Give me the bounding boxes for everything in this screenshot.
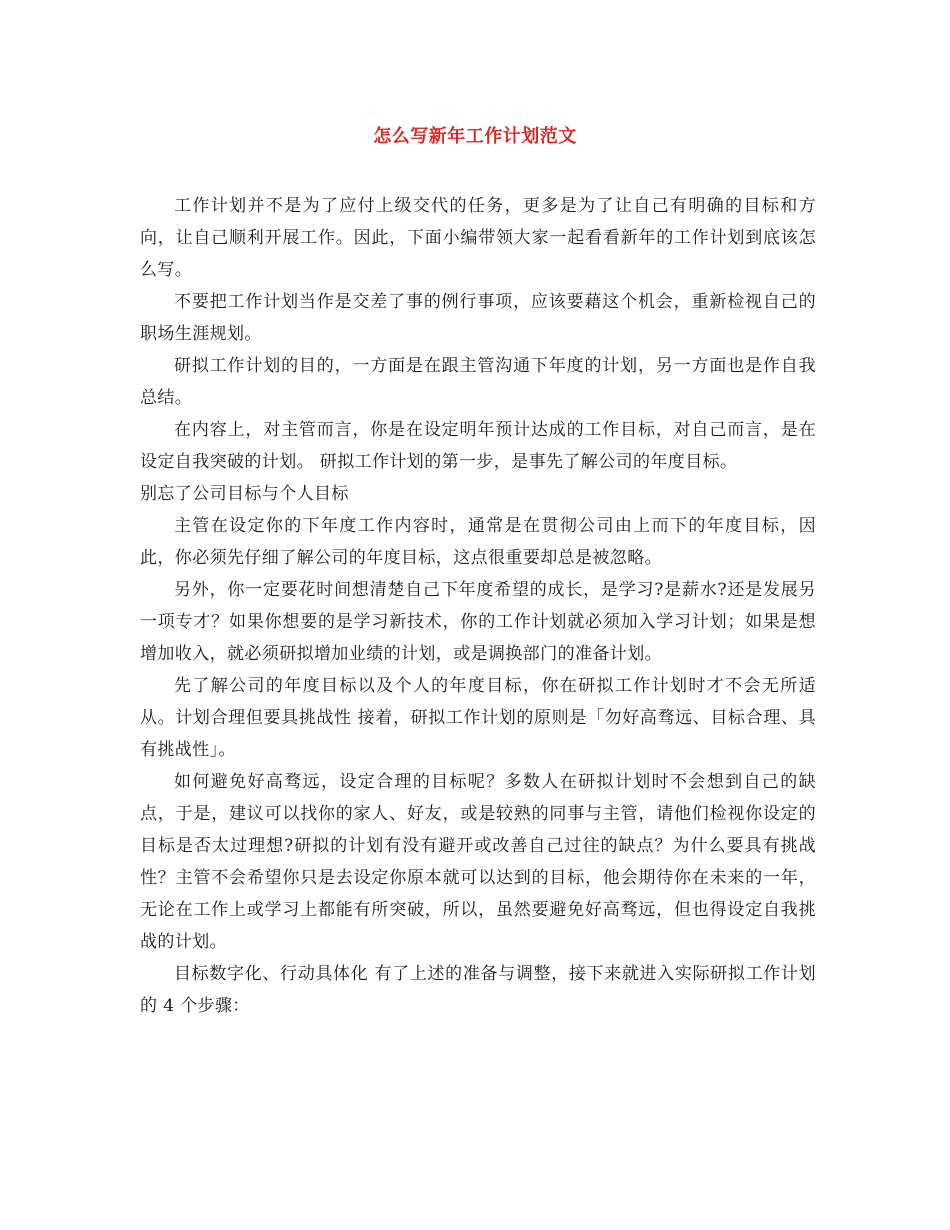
- paragraph-routine: 不要把工作计划当作是交差了事的例行事项，应该要藉这个机会，重新检视自己的职场生涯规划。: [140, 292, 816, 344]
- paragraph-company-goals: 主管在设定你的下年度工作内容时，通常是在贯彻公司由上而下的年度目标，因此，你必须先仔细了解公司的年度目标，这点很重要却总是被忽略。: [140, 516, 816, 568]
- paragraph-purpose: 研拟工作计划的目的，一方面是在跟主管沟通下年度的计划，另一方面也是作自我总结。: [140, 356, 816, 408]
- paragraph-avoid-overreach: 如何避免好高骛远，设定合理的目标呢？多数人在研拟计划时不会想到自己的缺点，于是，建议可以找你的家人、好友，或是较熟的同事与主管，请他们检视你设定的目标是否太过理想?研拟的计划有没有避开或改善自己过往的缺点？为什么要具有挑战性？主管不会希望你只是去设定你原本就可以达到的目标，他会期待你在未来的一年，无论在工作上或学习上都能有所突破，所以，虽然要避免好高骛远，但也得设定自我挑战的计划。: [140, 772, 816, 952]
- paragraph-content: 在内容上，对主管而言，你是在设定明年预计达成的工作目标，对自己而言，是在设定自我突破的计划。 研拟工作计划的第一步，是事先了解公司的年度目标。: [140, 420, 816, 472]
- paragraph-intro: 工作计划并不是为了应付上级交代的任务，更多是为了让自己有明确的目标和方向，让自己顺利开展工作。因此，下面小编带领大家一起看看新年的工作计划到底该怎么写。: [140, 196, 816, 280]
- document-body: [140, 190, 816, 1022]
- paragraph-personal-growth: 另外，你一定要花时间想清楚自己下年度希望的成长，是学习?是薪水?还是发展另一项专才？如果你想要的是学习新技术，你的工作计划就必须加入学习计划；如果是想增加收入，就必须研拟增加业绩的计划，或是调换部门的准备计划。: [140, 580, 816, 664]
- paragraph-heading-goals: 别忘了公司目标与个人目标: [140, 484, 349, 504]
- document-title: 怎么写新年工作计划范文: [373, 126, 577, 147]
- paragraph-principles: 先了解公司的年度目标以及个人的年度目标，你在研拟工作计划时才不会无所适从。计划合理但要具挑战性 接着，研拟工作计划的原则是「勿好高骛远、目标合理、具有挑战性」。: [140, 676, 816, 760]
- paragraph-steps-intro: 目标数字化、行动具体化 有了上述的准备与调整，接下来就进入实际研拟工作计划的 4 个步骤：: [140, 964, 816, 1016]
